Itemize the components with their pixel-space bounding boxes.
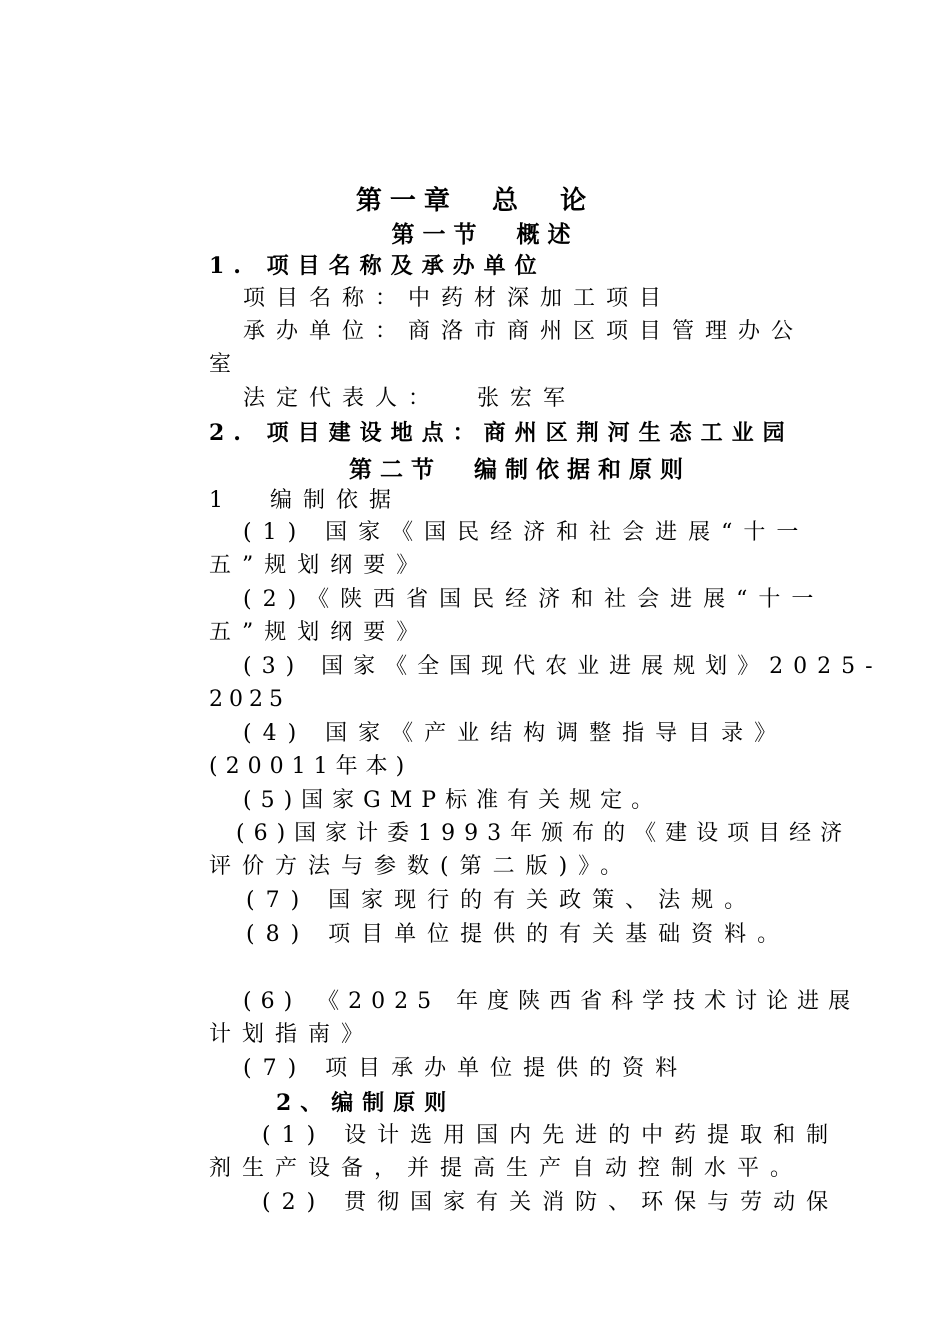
basis-item-1: (1) 国家《国民经济和社会进展“十一 [243, 520, 810, 545]
basis-item-8: (8) 项目单位提供的有关基础资料。 [246, 922, 791, 947]
undertaking-unit-line-cont: 室 [209, 352, 243, 377]
section-title-basis-principles: 第二节 编制依据和原则 [348, 456, 691, 483]
principles-heading: 2、编制原则 [276, 1090, 456, 1116]
chapter-title: 第一章 总 论 [355, 186, 595, 216]
basis-item-6: (6)国家计委1993年颁布的《建设项目经济 [236, 821, 852, 846]
basis-item-6-extra: (6) 《2025 年度陕西省科学技术讨论进展 [243, 989, 860, 1014]
principle-item-1-cont: 剂生产设备，并提高生产自动控制水平。 [209, 1156, 804, 1181]
principle-item-2: (2) 贯彻国家有关消防、环保与劳动保 [262, 1190, 840, 1215]
basis-item-6-extra-cont: 计划指南》 [209, 1022, 375, 1047]
basis-item-3: (3) 国家《全国现代农业进展规划》2025- [243, 654, 883, 679]
basis-item-2: (2)《陕西省国民经济和社会进展“十一 [243, 587, 825, 612]
heading-project-location: 2. 项目建设地点：商州区荆河生态工业园 [209, 420, 794, 446]
basis-item-4: (4) 国家《产业结构调整指导目录》 [243, 721, 788, 746]
basis-item-2-cont: 五”规划纲要》 [209, 620, 430, 645]
project-name-line: 项目名称：中药材深加工项目 [243, 286, 673, 311]
legal-representative-line: 法定代表人： 张宏军 [243, 386, 576, 411]
undertaking-unit-line: 承办单位：商洛市商州区项目管理办公 [243, 319, 805, 344]
heading-project-name-unit: 1. 项目名称及承办单位 [209, 253, 546, 279]
section-title-overview: 第一节 概述 [391, 221, 579, 248]
basis-item-1-cont: 五”规划纲要》 [209, 553, 430, 578]
basis-item-4-cont: (20011年本) [209, 754, 413, 779]
basis-item-6-cont: 评价方法与参数(第二版)》。 [209, 854, 634, 879]
basis-item-5: (5)国家GMP标准有关规定。 [243, 788, 663, 813]
basis-item-3-cont: 2025 [209, 687, 289, 712]
principle-item-1: (1) 设计选用国内先进的中药提取和制 [262, 1123, 840, 1148]
basis-heading: 1 编制依据 [209, 488, 402, 513]
basis-item-7-extra: (7) 项目承办单位提供的资料 [243, 1056, 689, 1081]
basis-item-7: (7) 国家现行的有关政策、法规。 [246, 888, 758, 913]
